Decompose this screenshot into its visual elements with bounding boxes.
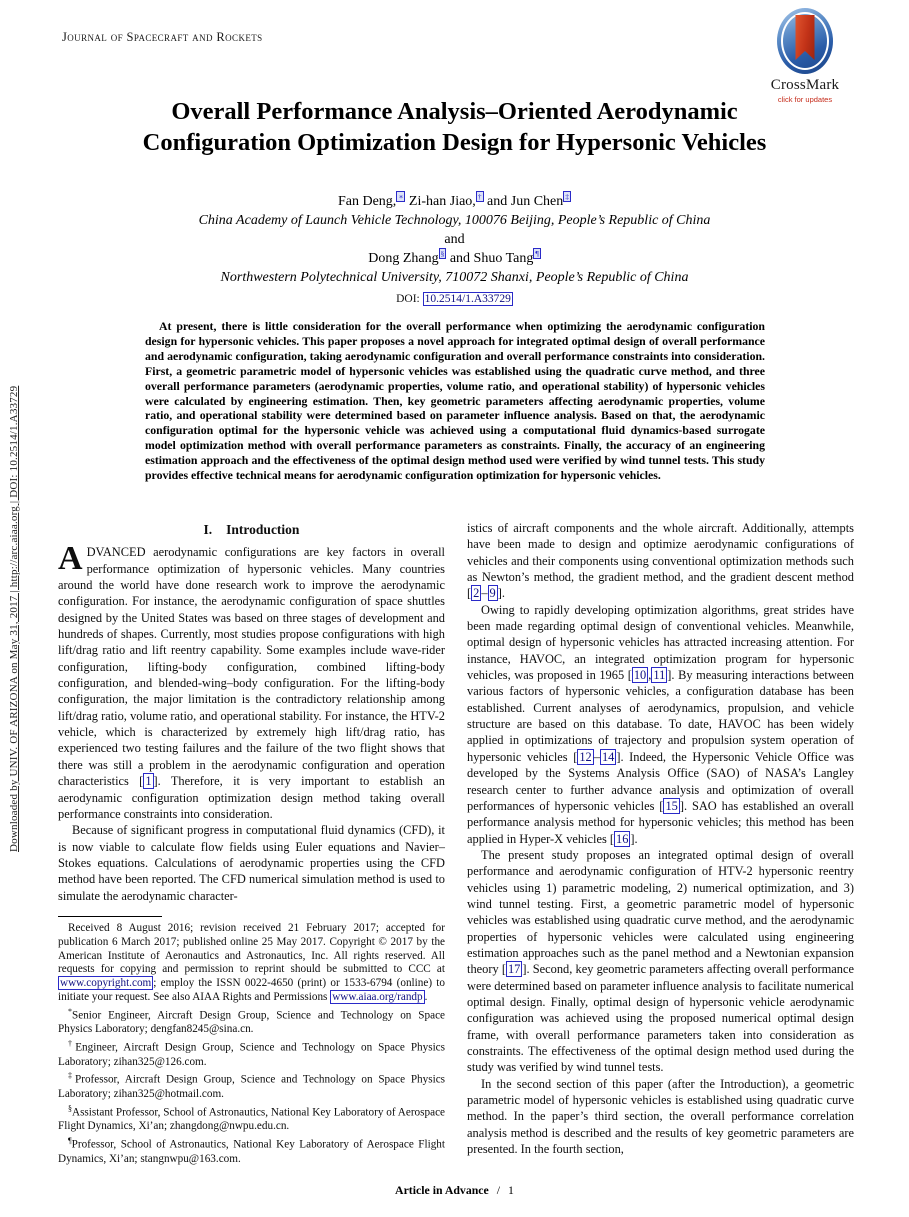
footnote-marker: * bbox=[68, 1006, 72, 1016]
crossmark-logo-icon bbox=[777, 8, 833, 74]
hyperlink[interactable]: 12 bbox=[579, 749, 592, 764]
hyperlink[interactable]: 1 bbox=[145, 774, 152, 789]
article-in-advance-label: Article in Advance bbox=[395, 1183, 489, 1197]
drop-cap: A bbox=[58, 540, 83, 578]
footer-separator: / bbox=[496, 1183, 501, 1197]
hyperlink[interactable]: 17 bbox=[507, 962, 521, 977]
footnote-marker-link[interactable]: ¶ bbox=[535, 249, 539, 259]
footnote: Received 8 August 2016; revision received 21 February 2017; accepted for publication 6 March 2017; published online 25 May 2017. Copyright © 2017 by the American Institute of Aeronautics and Astronautics, Inc. All rights reserved. All requests for copying and permission to reprint should be submitted to CCC at www.copyright.com ; employ the ISSN 0022-4650 (print) or 1533-6794 (online) to initiate your request. See also AIAA Rights and Permissions www.aiaa.org/randp . bbox=[58, 921, 445, 1003]
and-separator: and bbox=[444, 232, 465, 247]
footnote: ‡Professor, Aircraft Design Group, Science and Technology on Space Physics Laboratory; zihan325@hotmail.com. bbox=[58, 1071, 446, 1100]
section-number: I. bbox=[203, 522, 213, 537]
hyperlink[interactable]: www.aiaa.org/randp bbox=[332, 990, 423, 1003]
section-heading-introduction bbox=[58, 522, 445, 538]
doi-line: DOI: 10.2514/1.A33729 bbox=[396, 293, 511, 305]
footnote: †Engineer, Aircraft Design Group, Science and Technology on Space Physics Laboratory; zihan325@126.com. bbox=[58, 1039, 446, 1068]
footnote: *Senior Engineer, Aircraft Design Group, Science and Technology on Space Physics Laboratory; dengfan8245@sina.cn. bbox=[58, 1006, 445, 1036]
hyperlink[interactable]: 15 bbox=[665, 798, 678, 813]
footnote-marker-link[interactable]: ∗ bbox=[398, 192, 404, 202]
author-line-2: Dong Zhang § and Shuo Tang ¶ bbox=[368, 249, 539, 266]
footnotes bbox=[58, 922, 445, 1166]
hyperlink[interactable]: 10 bbox=[633, 668, 647, 683]
journal-title: Journal of Spacecraft and Rockets bbox=[62, 30, 263, 44]
paper-title-line2: Configuration Optimization Design for Hypersonic Vehicles bbox=[142, 129, 767, 156]
paragraph: The present study proposes an integrated optimal design of overall performance and aerodynamic configuration of HTV-2 hypersonic reentry vehicles using 1) parametric modeling, 2) numerical optimization, and 3) wind tunnel testing. First, a geometric parametric model of hypersonic vehicles was established using quadratic curve method, and the aerodynamic properties of hypersonic vehicles were calculated using engineering estimation approaches such as the panel method and a Newtonian expansion theory [ 17 ]. Second, key geometric parameters affecting overall performance were determined based on parameter influence analysis to facilitate numerical optimal design. Finally, optimal design of hypersonic vehicle aerodynamic configuration was achieved using the proposed numerical optimal design frame, with overall performance parameters taken into consideration as constraints. The effectiveness of the optimal design method used during the study was verified by wind tunnel tests. bbox=[467, 847, 854, 1075]
affiliation-2: Northwestern Polytechnical University, 710072 Shanxi, People’s Republic of China bbox=[220, 270, 689, 285]
hyperlink[interactable]: 2 bbox=[473, 586, 480, 601]
footnote-rule bbox=[58, 916, 162, 917]
footnote-marker-link[interactable]: † bbox=[477, 192, 482, 202]
author-line-1: Fan Deng, ∗ Zi-han Jiao, † and Jun Chen ‡ bbox=[337, 192, 570, 209]
crossmark-wordmark: CrossMark bbox=[770, 77, 840, 93]
footnote-marker: § bbox=[68, 1103, 72, 1113]
page-footer bbox=[0, 1183, 909, 1198]
paper-title-line1: Overall Performance Analysis–Oriented Aerodynamic bbox=[171, 98, 738, 125]
paragraph: In the second section of this paper (after the Introduction), a geometric parametric model of hypersonic vehicles is established using quadratic curve method. In the paper’s third section, the overall performance correlation analysis method is described and the results of key geometric parameters are presented. In the fourth section, bbox=[467, 1076, 854, 1157]
hyperlink[interactable]: 11 bbox=[653, 668, 666, 683]
paragraph: ADVANCED aerodynamic configurations are key factors in overall performance optimization of hypersonic vehicles. Many countries around the world have done research work to improve the aerodynamic configuration. For instance, the aerodynamic configuration of space shuttles designed by the United States was based on three stages of development and hundreds of shapes. Currently, most studies propose configurations with high lift/drag ratio and lift reentry capability. Some examples include wave-rider configuration, lifting-body configuration, combined lifting-body configuration, and blended-wing–body configuration. For the lifting-body configuration, the major limitation is the contradictory relationship among lift/drag ratio, volume ratio, and operational stability. For instance, the HTV-2 vehicle, which is characterized by extremely high lift/drag ratio, has experienced two testing failures and the failure of the two flight shows that there was still a problem in the aerodynamic configuration and operation characteristics [ 1 ]. Therefore, it is very important to establish an aerodynamic configuration optimization design method taking overall performance constraints into consideration. bbox=[58, 540, 445, 821]
footnote: ¶Professor, School of Astronautics, National Key Laboratory of Aerospace Flight Dynamics, Xi’an; stangnwpu@163.com. bbox=[58, 1136, 445, 1165]
crossmark-ribbon-icon bbox=[796, 15, 815, 60]
hyperlink[interactable]: www.copyright.com bbox=[60, 977, 152, 990]
left-column-paragraphs bbox=[58, 540, 445, 904]
two-column-body bbox=[58, 520, 854, 1166]
right-column-paragraphs bbox=[467, 520, 854, 1157]
page-number: 1 bbox=[508, 1183, 514, 1197]
paragraph: Owing to rapidly developing optimization algorithms, great strides have been made regarding optimal design of conventional vehicles. Meanwhile, optimal design of hypersonic vehicles has attracted increasing attention. For instance, HAVOC, an integrated optimization program for hypersonic vehicles, was proposed in 1965 [ 10 , 11 ]. By measuring interactions between various factors of hypersonic vehicles, a configuration database has been established. Current analyses of aerodynamics, propulsion, and vehicle structure are based on this database. To date, HAVOC has been widely applied in optimizations of trajectory and propulsion system operation of hypersonic vehicles [ 12 – 14 ]. Indeed, the Hypersonic Vehicle Office was developed by the Systems Analysis Office (SAO) of NASA’s Langley research center to further advance analysis and optimization of overall performances of hypersonic vehicles [ 15 ]. SAO has established an overall performance analysis method for hypersonic vehicles; this method has been applied in Hyper-X vehicles [ 16 ]. bbox=[467, 602, 854, 846]
section-title: Introduction bbox=[226, 522, 300, 537]
hyperlink[interactable]: 14 bbox=[601, 749, 615, 764]
footnote-marker: ¶ bbox=[68, 1136, 72, 1145]
footnote-marker: ‡ bbox=[68, 1071, 75, 1081]
footnote: §Assistant Professor, School of Astronautics, National Key Laboratory of Aerospace Flight Dynamics, Xi’an; zhangdong@nwpu.edu.cn. bbox=[58, 1103, 445, 1133]
footnote-marker-link[interactable]: ‡ bbox=[565, 192, 570, 202]
abstract: At present, there is little consideration for the overall performance when optimizing the aerodynamic configuration design for hypersonic vehicles. This paper proposes a novel approach for integrated optimal design of overall performance and aerodynamic configuration, taking aerodynamic configuration and overall performance constraints into consideration. First, a geometric parametric model of hypersonic vehicles was established using the quadratic curve method, and three overall performance parameters (aerodynamic properties, volume ratio, and operational stability) of hypersonic vehicles were calculated by engineering estimation. Then, key geometric parameters affecting aerodynamic properties, volume ratio, and operational stability were determined based on parameter influence analysis. Based on that, the aerodynamic configuration optimal for the hypersonic vehicle was achieved using a computational fluid dynamics-based surrogate model optimization method with overall performance parameters as constraints. Finally, the accuracy of an engineering estimation approach and the effectiveness of the optimal design method used were verified by wind tunnel tests. This study provides effective technical means for aerodynamic configuration optimization for hypersonic vehicles. bbox=[145, 319, 765, 483]
footnote-marker-link[interactable]: § bbox=[440, 249, 445, 259]
affiliation-1: China Academy of Launch Vehicle Technology, 100076 Beijing, People’s Republic of China bbox=[198, 213, 711, 228]
crossmark-badge[interactable] bbox=[753, 8, 857, 104]
hyperlink[interactable]: 9 bbox=[489, 586, 496, 601]
right-column bbox=[467, 520, 854, 1166]
author-block bbox=[0, 192, 909, 287]
hyperlink[interactable]: 10.2514/1.A33729 bbox=[424, 293, 511, 305]
left-column bbox=[58, 520, 445, 1166]
paragraph: Because of significant progress in computational fluid dynamics (CFD), it is now viable to calculate flow fields using Euler equations and Navier–Stokes equations. Calculations of aerodynamic properties using the CFD method have been reported. The CFD numerical simulation method is used to simulate the aerodynamic character- bbox=[58, 823, 445, 903]
footnote-marker: † bbox=[68, 1039, 76, 1049]
download-attribution-link[interactable]: Downloaded by UNIV. OF ARIZONA on May 31, 2017 | http://arc.aiaa.org | DOI: 10.2514/1.A33729 bbox=[8, 385, 20, 852]
paper-title bbox=[0, 96, 909, 158]
crossmark-click-for-updates[interactable]: click for updates bbox=[777, 95, 833, 104]
paragraph: istics of aircraft components and the whole aircraft. Additionally, attempts have been made to design and optimize aerodynamic configurations of vehicles and their components using conventional optimization methods such as Newton’s method, the gradient method, and the gradient descent method [ 2 – 9 ]. bbox=[467, 521, 854, 601]
hyperlink[interactable]: 16 bbox=[616, 831, 629, 846]
